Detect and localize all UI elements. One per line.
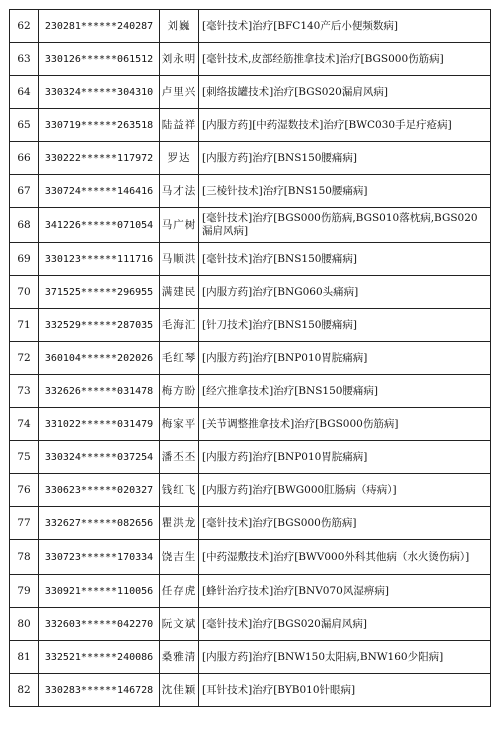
table-row (10, 208, 491, 243)
treatment-cell: [内服方药]治疗[BNP010胃脘痛病] (199, 441, 491, 474)
name-cell: 梅方盼 (160, 375, 199, 408)
table-row (10, 243, 491, 276)
row-number-cell: 74 (10, 408, 39, 441)
id-number-cell: 332521******240086 (39, 641, 160, 674)
row-number-cell: 81 (10, 641, 39, 674)
row-number-cell: 78 (10, 540, 39, 575)
name-cell: 饶吉生 (160, 540, 199, 575)
name-cell: 桑雅清 (160, 641, 199, 674)
row-number-cell: 66 (10, 142, 39, 175)
id-number-cell: 330126******061512 (39, 43, 160, 76)
id-number-cell: 330324******304310 (39, 76, 160, 109)
name-cell: 满建民 (160, 276, 199, 309)
id-number-cell: 230281******240287 (39, 10, 160, 43)
treatment-cell: [内服方药]治疗[BNG060头痛病] (199, 276, 491, 309)
id-number-cell: 330724******146416 (39, 175, 160, 208)
treatment-cell: [内服方药]治疗[BWG000肛肠病（痔病）] (199, 474, 491, 507)
table-row (10, 309, 491, 342)
name-cell: 刘巍 (160, 10, 199, 43)
name-cell: 毛海汇 (160, 309, 199, 342)
treatment-cell: [关节调整推拿技术]治疗[BGS000伤筋病] (199, 408, 491, 441)
treatment-cell: [刺络拔罐技术]治疗[BGS020漏肩风病] (199, 76, 491, 109)
treatment-cell: [蜂针治疗技术]治疗[BNV070风湿痹病] (199, 575, 491, 608)
row-number-cell: 77 (10, 507, 39, 540)
row-number-cell: 82 (10, 674, 39, 707)
treatment-cell: [内服方药][中药湿数技术]治疗[BWC030手足疔疮病] (199, 109, 491, 142)
treatment-cell: [内服方药]治疗[BNW150太阳病,BNW160少阳病] (199, 641, 491, 674)
id-number-cell: 330723******170334 (39, 540, 160, 575)
name-cell: 马广树 (160, 208, 199, 243)
row-number-cell: 64 (10, 76, 39, 109)
treatment-cell: [针刀技术]治疗[BNS150腰痛病] (199, 309, 491, 342)
treatment-cell: [三棱针技术]治疗[BNS150腰痛病] (199, 175, 491, 208)
name-cell: 潘丕丕 (160, 441, 199, 474)
table-row (10, 540, 491, 575)
id-number-cell: 360104******202026 (39, 342, 160, 375)
row-number-cell: 73 (10, 375, 39, 408)
row-number-cell: 70 (10, 276, 39, 309)
name-cell: 沈佳颖 (160, 674, 199, 707)
table-row (10, 608, 491, 641)
id-number-cell: 371525******296955 (39, 276, 160, 309)
name-cell: 刘永明 (160, 43, 199, 76)
id-number-cell: 330324******037254 (39, 441, 160, 474)
treatment-cell: [毫针技术]治疗[BGS000伤筋病,BGS010落枕病,BGS020漏肩风病] (199, 208, 491, 243)
table-row (10, 342, 491, 375)
id-number-cell: 332627******082656 (39, 507, 160, 540)
id-number-cell: 331022******031479 (39, 408, 160, 441)
row-number-cell: 62 (10, 10, 39, 43)
treatment-cell: [中药湿敷技术]治疗[BWV000外科其他病（水火烫伤病）] (199, 540, 491, 575)
id-number-cell: 330921******110056 (39, 575, 160, 608)
table-row (10, 507, 491, 540)
treatment-cell: [毫针技术]治疗[BGS000伤筋病] (199, 507, 491, 540)
id-number-cell: 330623******020327 (39, 474, 160, 507)
id-number-cell: 332529******287035 (39, 309, 160, 342)
id-number-cell: 330719******263518 (39, 109, 160, 142)
treatment-cell: [内服方药]治疗[BNS150腰痛病] (199, 142, 491, 175)
id-number-cell: 330283******146728 (39, 674, 160, 707)
name-cell: 陆益祥 (160, 109, 199, 142)
name-cell: 钱红飞 (160, 474, 199, 507)
id-number-cell: 330123******111716 (39, 243, 160, 276)
table-row (10, 43, 491, 76)
treatment-cell: [毫针技术,皮部经筋推拿技术]治疗[BGS000伤筋病] (199, 43, 491, 76)
name-cell: 马顺洪 (160, 243, 199, 276)
name-cell: 梅家平 (160, 408, 199, 441)
name-cell: 卢里兴 (160, 76, 199, 109)
table-row (10, 142, 491, 175)
name-cell: 毛红琴 (160, 342, 199, 375)
treatment-cell: [毫针技术]治疗[BFC140产后小便频数病] (199, 10, 491, 43)
table-row (10, 641, 491, 674)
treatment-cell: [毫针技术]治疗[BNS150腰痛病] (199, 243, 491, 276)
row-number-cell: 75 (10, 441, 39, 474)
table-row (10, 441, 491, 474)
name-cell: 任存虎 (160, 575, 199, 608)
row-number-cell: 76 (10, 474, 39, 507)
row-number-cell: 65 (10, 109, 39, 142)
table-row (10, 408, 491, 441)
row-number-cell: 80 (10, 608, 39, 641)
id-number-cell: 330222******117972 (39, 142, 160, 175)
table-row (10, 276, 491, 309)
table-row (10, 474, 491, 507)
table-row (10, 76, 491, 109)
treatment-cell: [耳针技术]治疗[BYB010针眼病] (199, 674, 491, 707)
id-number-cell: 332626******031478 (39, 375, 160, 408)
id-number-cell: 332603******042270 (39, 608, 160, 641)
row-number-cell: 67 (10, 175, 39, 208)
id-number-cell: 341226******071054 (39, 208, 160, 243)
treatment-cell: [经穴推拿技术]治疗[BNS150腰痛病] (199, 375, 491, 408)
row-number-cell: 72 (10, 342, 39, 375)
row-number-cell: 63 (10, 43, 39, 76)
row-number-cell: 71 (10, 309, 39, 342)
practitioner-table (9, 9, 491, 707)
treatment-cell: [毫针技术]治疗[BGS020漏肩风病] (199, 608, 491, 641)
row-number-cell: 68 (10, 208, 39, 243)
name-cell: 阮文斌 (160, 608, 199, 641)
name-cell: 罗达 (160, 142, 199, 175)
table-row (10, 109, 491, 142)
table-row (10, 175, 491, 208)
row-number-cell: 79 (10, 575, 39, 608)
table-row (10, 10, 491, 43)
treatment-cell: [内服方药]治疗[BNP010胃脘痛病] (199, 342, 491, 375)
table-row (10, 674, 491, 707)
table-row (10, 575, 491, 608)
name-cell: 马才法 (160, 175, 199, 208)
name-cell: 瞿洪龙 (160, 507, 199, 540)
table-row (10, 375, 491, 408)
row-number-cell: 69 (10, 243, 39, 276)
